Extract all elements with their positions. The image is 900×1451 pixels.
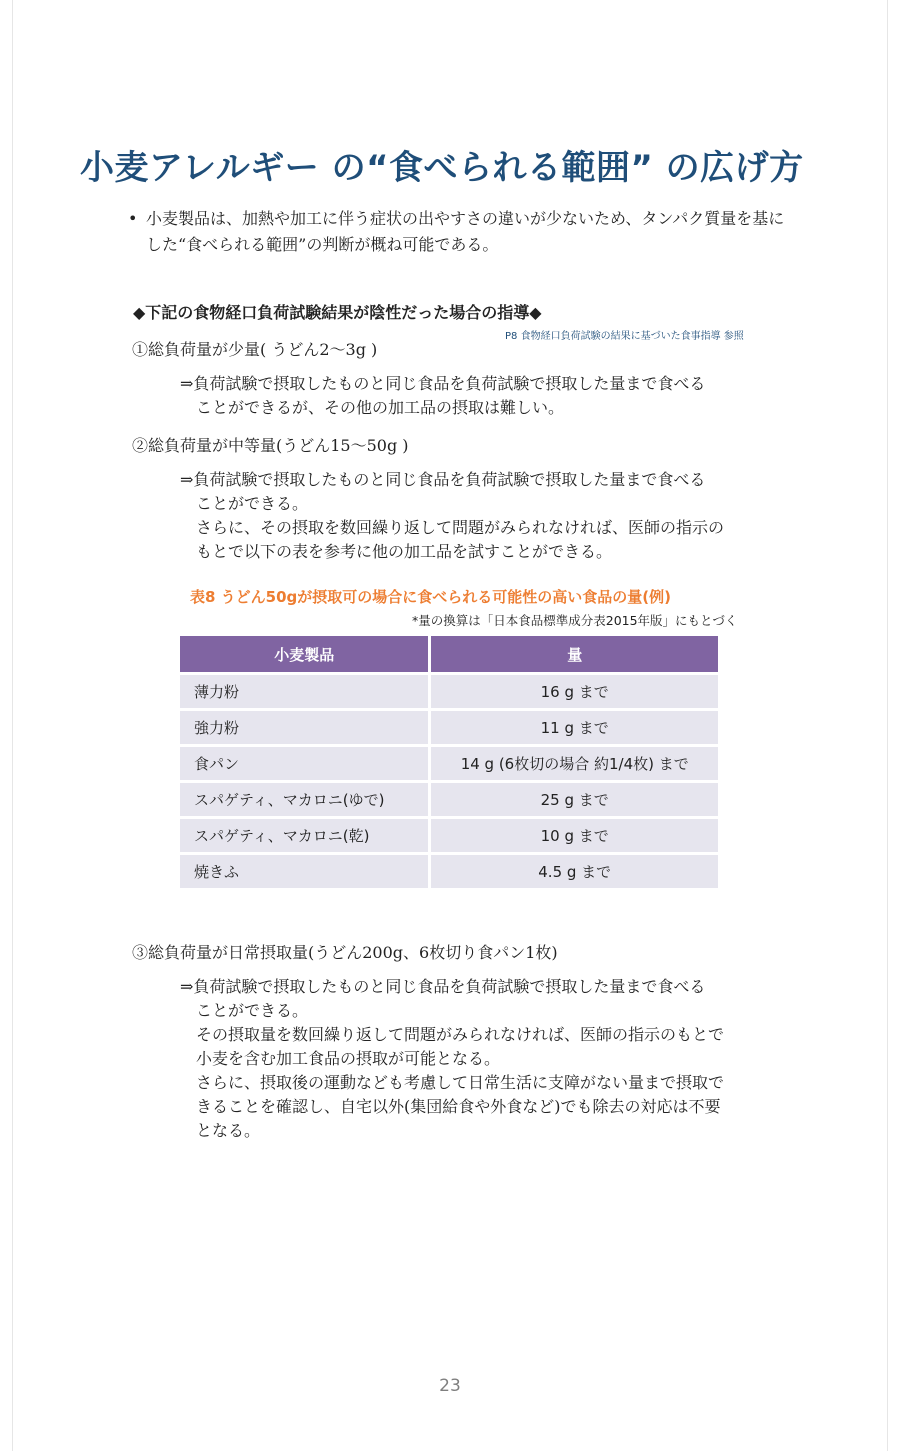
table-row (180, 744, 718, 780)
intro-paragraph (128, 206, 788, 258)
case-2-line: ⇒負荷試験で摂取したものと同じ食品を負荷試験で摂取した量まで食べる (180, 470, 706, 489)
table-row (180, 852, 718, 888)
table-note: *量の換算は「日本食品標準成分表2015年版」にもとづく (412, 613, 738, 628)
page-number: 23 (439, 1376, 461, 1396)
case-3-line: きることを確認し、自宅以外(集団給食や外食など)でも除去の対応は不要 (196, 1097, 721, 1116)
food-amount-table (180, 636, 718, 888)
bullet-marker: • (128, 209, 138, 228)
product-cell: 焼きふ (180, 852, 428, 888)
case-2-line: もとで以下の表を参考に他の加工品を試すことができる。 (196, 542, 613, 561)
page-edge-left (0, 0, 13, 1451)
case-3-line: その摂取量を数回繰り返して問題がみられなければ、医師の指示のもとで (196, 1025, 725, 1044)
table-row (180, 672, 718, 708)
column-header-amount: 量 (428, 636, 718, 672)
case-3-line: となる。 (196, 1121, 261, 1140)
table-row (180, 780, 718, 816)
intro-text: 小麦製品は、加熱や加工に伴う症状の出やすさの違いが少ないため、タンパク質量を基にした“食べられる範囲”の判断が概ね可能である。 (146, 209, 785, 254)
case-1-body (180, 372, 780, 420)
case-2-line: さらに、その摂取を数回繰り返して問題がみられなければ、医師の指示の (196, 518, 725, 537)
case-3-line: ⇒負荷試験で摂取したものと同じ食品を負荷試験で摂取した量まで食べる (180, 977, 706, 996)
case-3-line: ことができる。 (196, 1001, 309, 1020)
table-row (180, 816, 718, 852)
product-cell: 強力粉 (180, 708, 428, 744)
case-3-body (180, 975, 780, 1143)
amount-cell: 10 g まで (428, 816, 718, 852)
reference-note: P8 食物経口負荷試験の結果に基づいた食事指導 参照 (505, 331, 744, 342)
product-cell: 薄力粉 (180, 672, 428, 708)
case-2-body (180, 468, 780, 564)
amount-cell: 11 g まで (428, 708, 718, 744)
page-edge-right (887, 0, 900, 1451)
amount-cell: 25 g まで (428, 780, 718, 816)
case-1-heading: ①総負荷量が少量( うどん2～3g ) (132, 340, 378, 359)
case-1-line: ことができるが、その他の加工品の摂取は難しい。 (196, 398, 565, 417)
case-2-line: ことができる。 (196, 494, 309, 513)
amount-cell: 4.5 g まで (428, 852, 718, 888)
amount-cell: 16 g まで (428, 672, 718, 708)
case-2-heading: ②総負荷量が中等量(うどん15～50g ) (132, 436, 409, 455)
product-cell: スパゲティ、マカロニ(ゆで) (180, 780, 428, 816)
column-header-product: 小麦製品 (180, 636, 428, 672)
page-title: 小麦アレルギー の“食べられる範囲” の広げ方 (80, 148, 804, 188)
case-3-line: さらに、摂取後の運動なども考慮して日常生活に支障がない量まで摂取で (196, 1073, 725, 1092)
table-row (180, 708, 718, 744)
product-cell: 食パン (180, 744, 428, 780)
table-caption: 表8 うどん50gが摂取可の場合に食べられる可能性の高い食品の量(例) (190, 588, 671, 606)
table-header-row (180, 636, 718, 672)
case-3-line: 小麦を含む加工食品の摂取が可能となる。 (196, 1049, 501, 1068)
amount-cell: 14 g (6枚切の場合 約1/4枚) まで (428, 744, 718, 780)
case-3-heading: ③総負荷量が日常摂取量(うどん200g、6枚切り食パン1枚) (132, 943, 558, 962)
case-1-line: ⇒負荷試験で摂取したものと同じ食品を負荷試験で摂取した量まで食べる (180, 374, 706, 393)
product-cell: スパゲティ、マカロニ(乾) (180, 816, 428, 852)
section-heading: ◆下記の食物経口負荷試験結果が陰性だった場合の指導◆ (133, 303, 542, 322)
